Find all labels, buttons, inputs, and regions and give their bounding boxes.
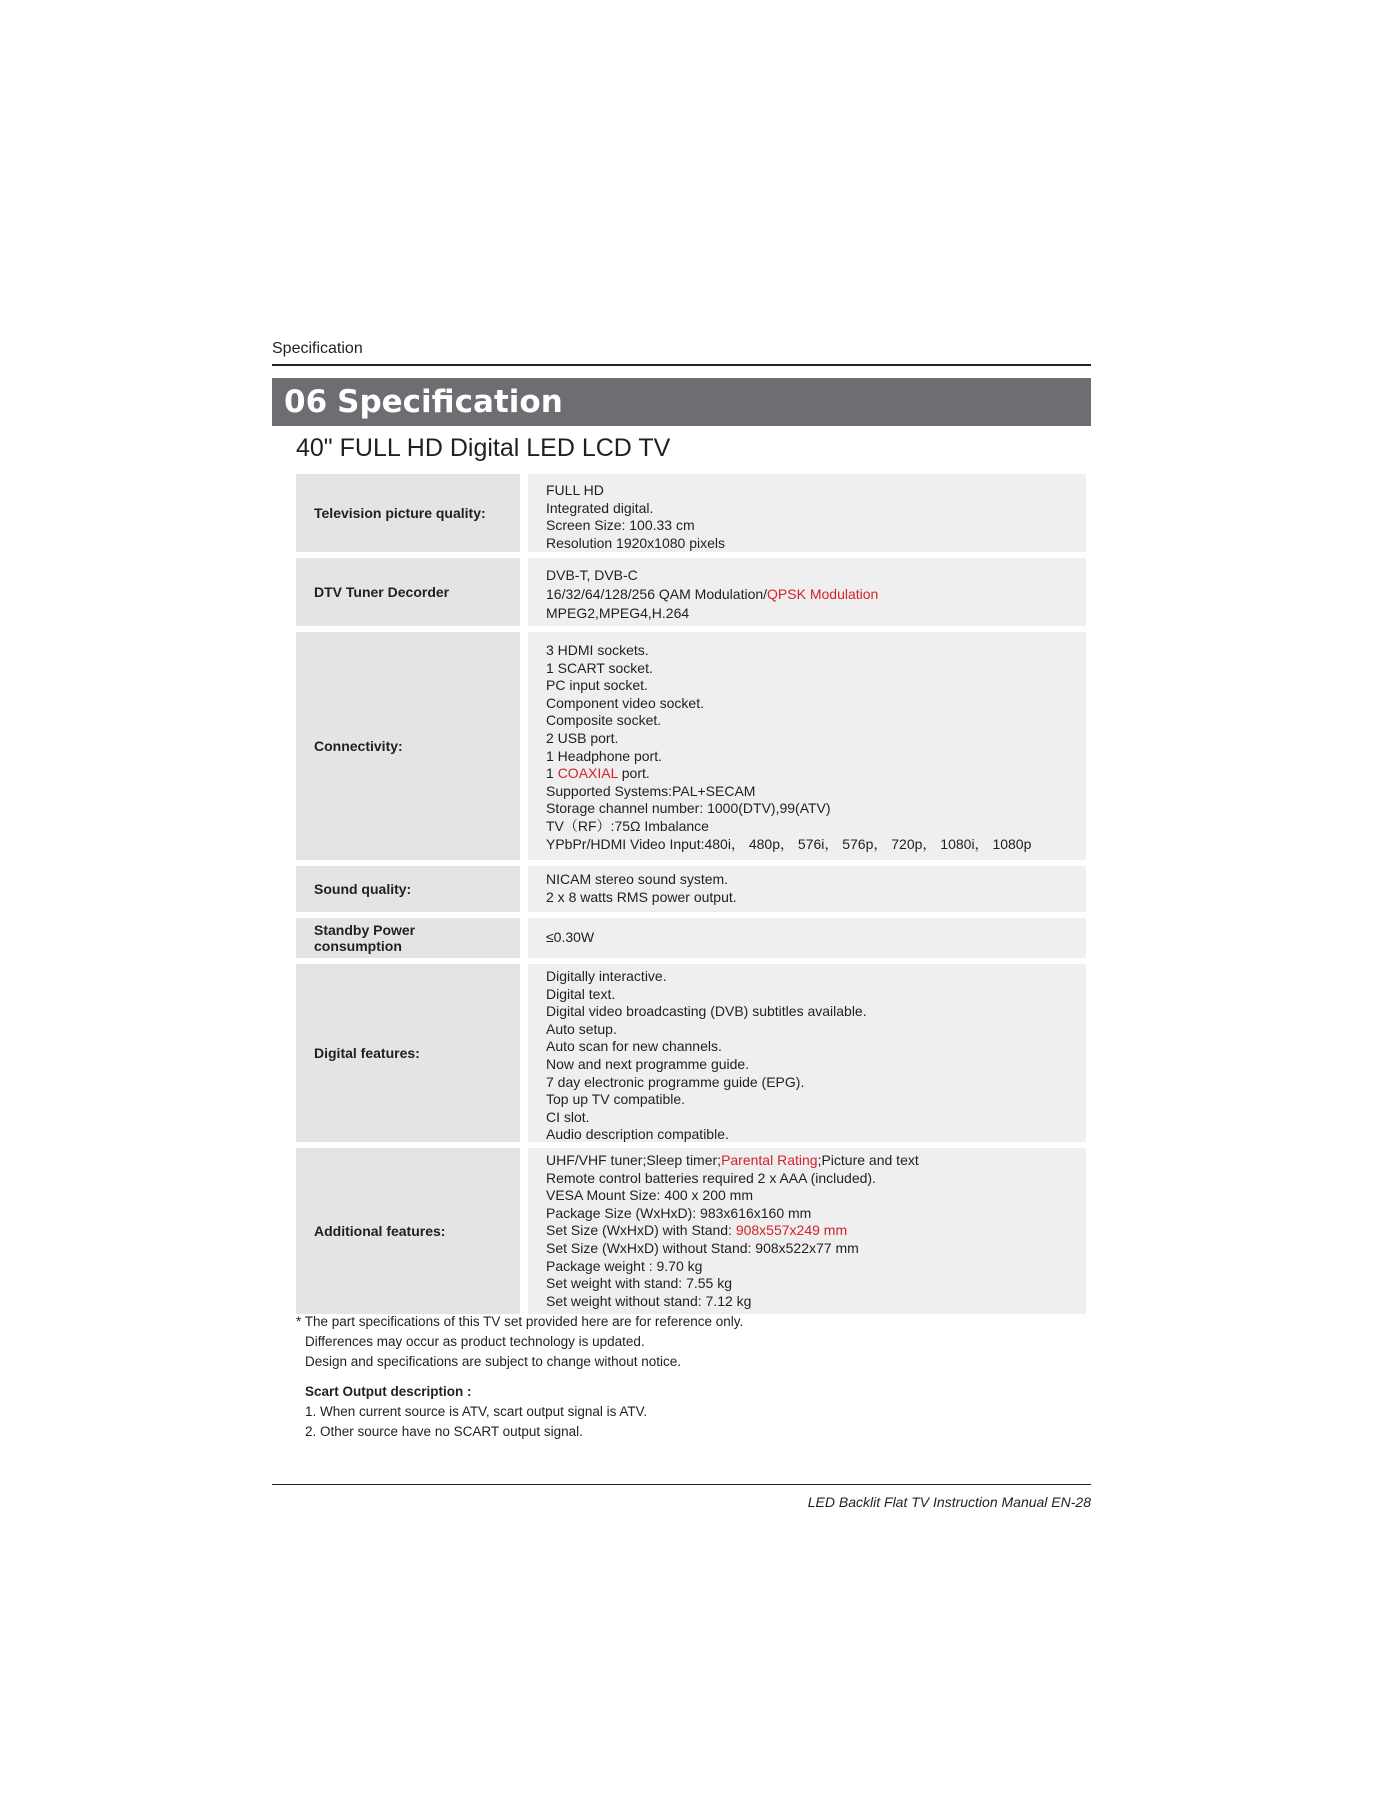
spec-line: Package weight : 9.70 kg — [546, 1257, 703, 1274]
spec-line: Composite socket. — [546, 712, 662, 729]
additional-text: UHF/VHF tuner;Sleep timer; — [546, 1152, 722, 1168]
spec-line: 1 Headphone port. — [546, 747, 662, 764]
running-header: Specification — [272, 340, 363, 357]
spec-line: Set Size (WxHxD) without Stand: 908x522x77 mm — [546, 1239, 859, 1256]
additional-suffix: ;Picture and text — [817, 1152, 919, 1168]
spec-line: Resolution 1920x1080 pixels — [546, 534, 726, 551]
spec-label-line: Standby Power — [314, 922, 416, 938]
spec-line: Audio description compatible. — [546, 1126, 729, 1143]
spec-label: Additional features: — [296, 1148, 520, 1314]
footnotes — [296, 1312, 743, 1372]
spec-label — [296, 918, 520, 958]
spec-value — [528, 474, 1086, 552]
spec-line-stand — [546, 1222, 1086, 1240]
spec-value — [528, 964, 1086, 1142]
scart-title: Scart Output description : — [305, 1384, 472, 1399]
spec-line: TV（RF）:75Ω Imbalance — [546, 817, 709, 834]
coax-suffix: port. — [617, 765, 650, 782]
spec-line: Storage channel number: 1000(DTV),99(ATV) — [546, 800, 831, 817]
spec-label: DTV Tuner Decorder — [296, 558, 520, 626]
spec-line: 3 HDMI sockets. — [546, 642, 649, 658]
spec-label: Digital features: — [296, 964, 520, 1142]
spec-line: PC input socket. — [546, 677, 648, 694]
scart-item: 2. Other source have no SCART output signal. — [305, 1424, 583, 1439]
footer-divider — [272, 1484, 1091, 1485]
spec-value — [528, 632, 1086, 860]
spec-line: Package Size (WxHxD): 983x616x160 mm — [546, 1204, 812, 1221]
spec-line: Supported Systems:PAL+SECAM — [546, 782, 756, 799]
spec-line: Digital video broadcasting (DVB) subtitles available. — [546, 1003, 867, 1020]
footnote-line: Differences may occur as product technology is updated. — [305, 1334, 645, 1349]
spec-line: Component video socket. — [546, 694, 704, 711]
highlighted-text: 908x557x249 mm — [735, 1222, 848, 1239]
spec-label-line: consumption — [314, 938, 402, 954]
spec-label: Sound quality: — [296, 866, 520, 912]
spec-row-sound — [296, 866, 1086, 912]
spec-line: NICAM stereo sound system. — [546, 871, 729, 887]
footnote-line: * The part specifications of this TV set provided here are for reference only. — [296, 1314, 744, 1329]
spec-line: DVB-T, DVB-C — [546, 567, 638, 583]
spec-row-digital-features — [296, 964, 1086, 1142]
section-banner — [272, 378, 1091, 426]
spec-line: Set weight with stand: 7.55 kg — [546, 1275, 732, 1292]
spec-label: Television picture quality: — [296, 474, 520, 552]
spec-line-coaxial — [546, 765, 1086, 783]
spec-value — [528, 1148, 1086, 1314]
spec-line: FULL HD — [546, 482, 604, 498]
spec-line: 1 SCART socket. — [546, 659, 653, 676]
spec-line: 7 day electronic programme guide (EPG). — [546, 1073, 805, 1090]
footnote-line: Design and specifications are subject to change without notice. — [305, 1354, 681, 1369]
spec-line: Set weight without stand: 7.12 kg — [546, 1292, 752, 1309]
spec-line: 2 x 8 watts RMS power output. — [546, 888, 737, 905]
spec-line: Digital text. — [546, 985, 616, 1002]
page-footer: LED Backlit Flat TV Instruction Manual EN-28 — [807, 1494, 1091, 1510]
spec-value — [528, 918, 1086, 958]
spec-line: MPEG2,MPEG4,H.264 — [546, 605, 690, 621]
spec-line: Integrated digital. — [546, 499, 654, 516]
spec-line: YPbPr/HDMI Video Input:480i， 480p， 576i， 576p， 720p， 1080i， 1080p — [546, 835, 1032, 852]
highlighted-text: QPSK Modulation — [767, 586, 879, 602]
section-number: 06 — [284, 384, 328, 420]
spec-row-dtv-tuner — [296, 558, 1086, 626]
spec-row-additional-features — [296, 1148, 1086, 1314]
section-title: Specification — [337, 384, 563, 420]
scart-output-description — [305, 1382, 647, 1442]
spec-row-picture-quality — [296, 474, 1086, 552]
spec-line-modulation — [546, 585, 1086, 604]
highlighted-text: COAXIAL — [557, 765, 618, 782]
spec-line-first — [546, 1152, 1086, 1170]
model-title: 40" FULL HD Digital LED LCD TV — [296, 434, 671, 462]
spec-line: ≤0.30W — [546, 929, 595, 945]
stand-text: Set Size (WxHxD) with Stand: — [546, 1222, 736, 1239]
spec-line: Auto scan for new channels. — [546, 1038, 722, 1055]
spec-line: CI slot. — [546, 1108, 590, 1125]
highlighted-text: Parental Rating — [721, 1152, 818, 1168]
scart-item: 1. When current source is ATV, scart output signal is ATV. — [305, 1404, 648, 1419]
spec-line: Now and next programme guide. — [546, 1055, 750, 1072]
spec-row-standby — [296, 918, 1086, 958]
spec-row-connectivity — [296, 632, 1086, 860]
spec-table — [296, 474, 1086, 1320]
spec-line: Screen Size: 100.33 cm — [546, 517, 695, 534]
spec-line: 2 USB port. — [546, 729, 619, 746]
spec-line: VESA Mount Size: 400 x 200 mm — [546, 1187, 753, 1204]
coax-prefix: 1 — [546, 765, 558, 782]
spec-line: Auto setup. — [546, 1020, 617, 1037]
header-divider — [272, 364, 1091, 366]
modulation-text: 16/32/64/128/256 QAM Modulation/ — [546, 586, 768, 602]
spec-value — [528, 866, 1086, 912]
spec-line: Top up TV compatible. — [546, 1091, 686, 1108]
spec-line: Digitally interactive. — [546, 968, 667, 984]
spec-label: Connectivity: — [296, 632, 520, 860]
spec-line: Remote control batteries required 2 x AAA (included). — [546, 1169, 876, 1186]
spec-value — [528, 558, 1086, 626]
